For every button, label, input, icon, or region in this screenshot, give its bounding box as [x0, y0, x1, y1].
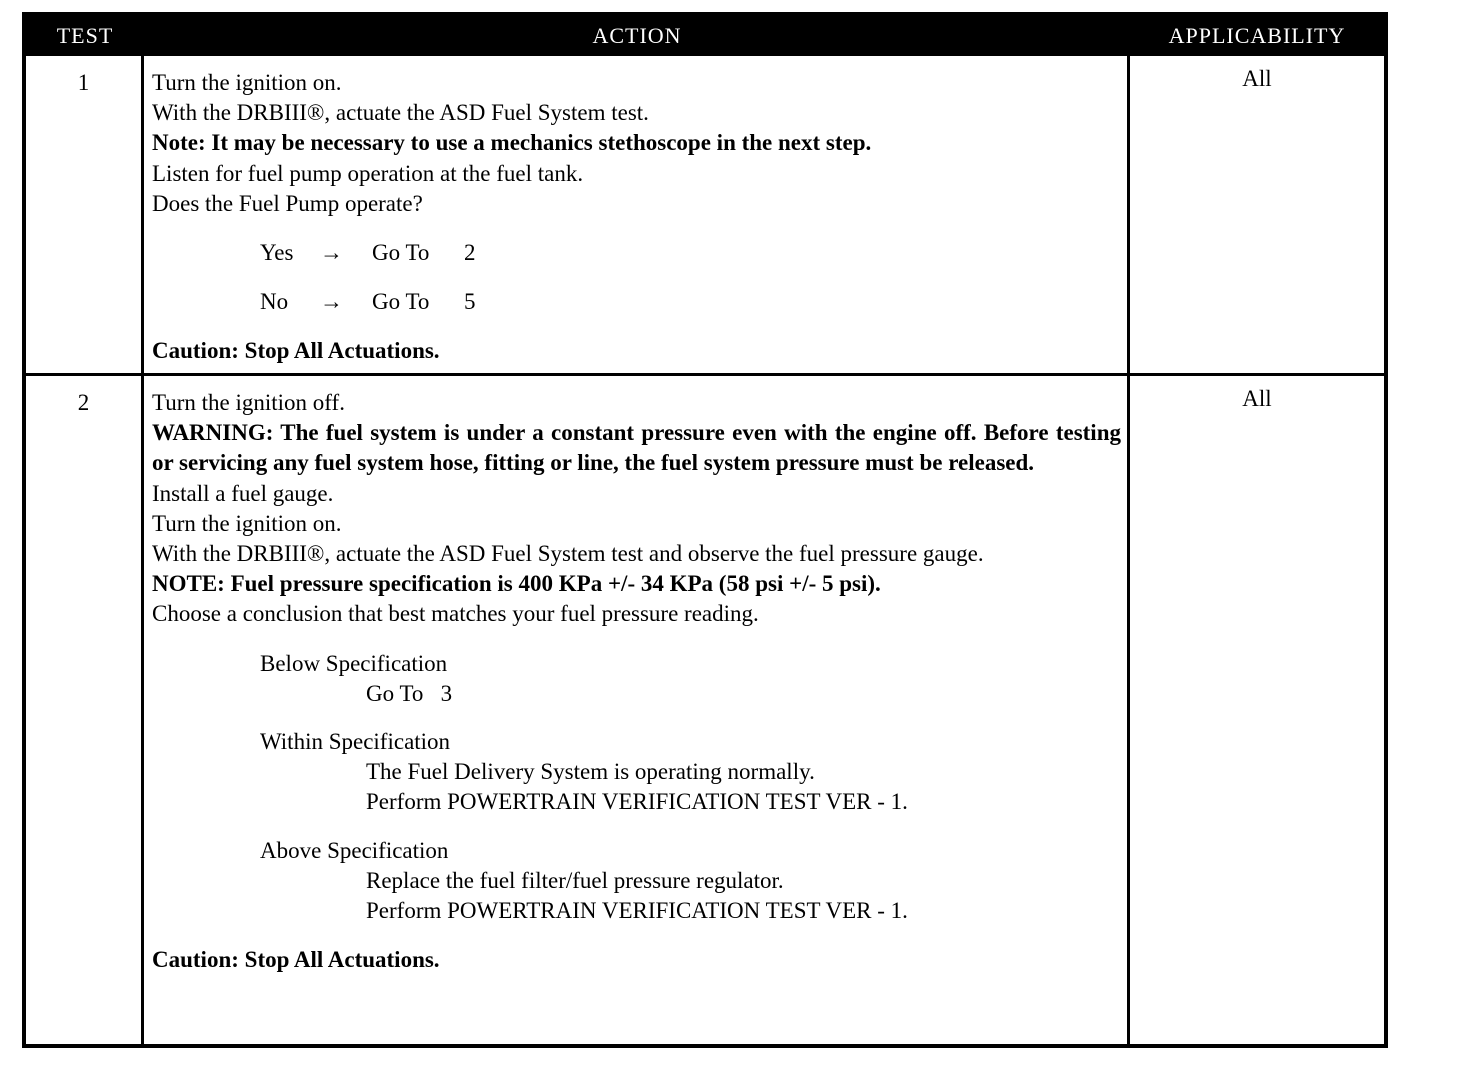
conclusion-below-detail: Go To 3 [366, 680, 453, 706]
conclusion-within-title: Within Specification [260, 729, 451, 755]
diagnostic-test-table [22, 12, 1388, 1048]
conclusion-below-title: Below Specification [260, 650, 448, 676]
action-warning: WARNING: The fuel system is under a constant pressure even with the engine off. Before testing or servicing any fuel system hose, fitting or line, the fuel system pressure must be released. [152, 420, 1121, 476]
option-goto: Go To [372, 289, 430, 315]
conclusion-within-detail: The Fuel Delivery System is operating normally. [366, 759, 815, 785]
test-number-1: 1 [26, 56, 144, 376]
option-label: No [260, 289, 289, 315]
option-no [260, 287, 1121, 317]
action-note: NOTE: Fuel pressure specification is 400 KPa +/- 34 KPa (58 psi +/- 5 psi). [152, 571, 881, 597]
arrow-right-icon: → [320, 240, 343, 266]
action-line: Install a fuel gauge. [152, 480, 334, 506]
action-question: Does the Fuel Pump operate? [152, 190, 423, 216]
test-number-2: 2 [26, 376, 144, 1044]
action-line: Turn the ignition on. [152, 70, 342, 95]
conclusion-above-detail: Perform POWERTRAIN VERIFICATION TEST VER - 1. [366, 898, 908, 924]
arrow-right-icon: → [320, 289, 343, 315]
action-line: Turn the ignition on. [152, 510, 342, 536]
action-cell-1 [144, 56, 1130, 376]
option-target: 5 [464, 289, 476, 315]
caution-text: Caution: Stop All Actuations. [152, 338, 440, 364]
action-line: Turn the ignition off. [152, 390, 345, 415]
conclusion-above-title: Above Specification [260, 837, 449, 863]
conclusion-within-detail: Perform POWERTRAIN VERIFICATION TEST VER - 1. [366, 789, 908, 815]
action-line: Listen for fuel pump operation at the fuel tank. [152, 160, 584, 186]
conclusion-above-detail: Replace the fuel filter/fuel pressure regulator. [366, 867, 784, 893]
header-applicability: APPLICABILITY [1130, 16, 1384, 56]
header-action: ACTION [144, 16, 1130, 56]
option-label: Yes [260, 240, 294, 266]
action-note: Note: It may be necessary to use a mechanics stethoscope in the next step. [152, 130, 872, 156]
option-target: 2 [464, 240, 476, 266]
action-line: Choose a conclusion that best matches your fuel pressure reading. [152, 601, 759, 627]
applicability-2: All [1242, 386, 1272, 411]
action-line: With the DRBIII®, actuate the ASD Fuel System test. [152, 100, 649, 126]
option-goto: Go To [372, 240, 430, 266]
action-line: With the DRBIII®, actuate the ASD Fuel System test and observe the fuel pressure gauge. [152, 541, 984, 567]
header-test: TEST [26, 16, 144, 56]
option-yes [260, 238, 1121, 268]
caution-text: Caution: Stop All Actuations. [152, 947, 440, 973]
applicability-1: All [1130, 56, 1384, 376]
action-cell-2 [144, 376, 1130, 1044]
